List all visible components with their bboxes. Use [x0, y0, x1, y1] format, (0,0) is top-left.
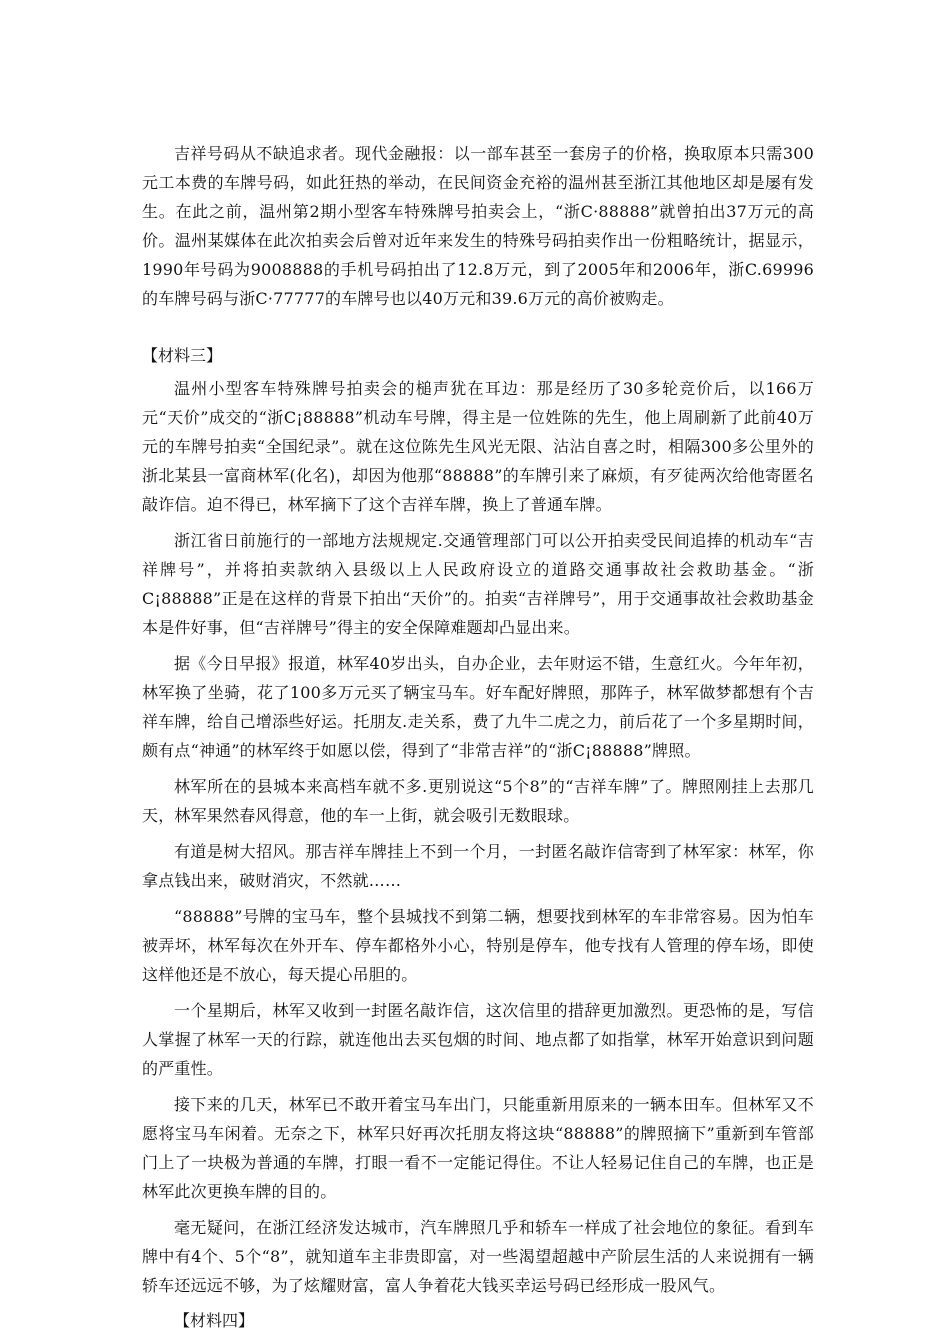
section-3-body [142, 374, 814, 1300]
section-3-paragraph: 毫无疑问，在浙江经济发达城市，汽车牌照几乎和轿车一样成了社会地位的象征。看到车牌中有4个、5个“8”，就知道车主非贵即富，对一些渴望超越中产阶层生活的人来说拥有一辆轿车还远远不够，为了炫耀财富，富人争着花大钱买幸运号码已经形成一股风气。 [142, 1218, 814, 1295]
intro-paragraph: 吉祥号码从不缺追求者。现代金融报：以一部车甚至一套房子的价格，换取原本只需300元工本费的车牌号码，如此狂热的举动，在民间资金充裕的温州甚至浙江其他地区却是屡有发生。在此之前，温州第2期小型客车特殊牌号拍卖会上，“浙C·88888”就曾拍出37万元的高价。温州某媒体在此次拍卖会后曾对近年来发生的特殊号码拍卖作出一份粗略统计，据显示，1990年号码为9008888的手机号码拍出了12.8万元，到了2005年和2006年，浙C.69996的车牌号码与浙C·77777的车牌号也以40万元和39.6万元的高价被购走。 [142, 144, 814, 308]
section-3-heading: 【材料三】 [142, 346, 223, 365]
section-3-paragraph: 接下来的几天，林军已不敢开着宝马车出门，只能重新用原来的一辆本田车。但林军又不愿将宝马车闲着。无奈之下，林军只好再次托朋友将这块“88888”的牌照摘下”重新到车管部门上了一块极为普通的车牌，打眼一看不一定能记得住。不让人轻易记住自己的车牌，也正是林军此次更换车牌的目的。 [142, 1095, 814, 1201]
section-3-paragraph: 一个星期后，林军又收到一封匿名敲诈信，这次信里的措辞更加激烈。更恐怖的是，写信人掌握了林军一天的行踪，就连他出去买包烟的时间、地点都了如指掌，林军开始意识到问题的严重性。 [142, 1001, 814, 1078]
section-3-paragraph: “88888”号牌的宝马车，整个县城找不到第二辆，想要找到林军的车非常容易。因为怕车被弄坏，林军每次在外开车、停车都格外小心，特别是停车，他专找有人管理的停车场，即使这样他还是不放心，每天提心吊胆的。 [142, 907, 814, 984]
section-3-paragraph: 浙江省日前施行的一部地方法规规定.交通管理部门可以公开拍卖受民间追捧的机动车“吉祥牌号”，并将拍卖款纳入县级以上人民政府设立的道路交通事故社会救助基金。“浙C¡88888”正是在这样的背景下拍出“天价”的。拍卖“吉祥牌号”，用于交通事故社会救助基金本是件好事，但“吉祥牌号”得主的安全保障难题却凸显出来。 [142, 531, 814, 637]
section-3-paragraph: 有道是树大招风。那吉祥车牌挂上不到一个月，一封匿名敲诈信寄到了林军家：林军，你拿点钱出来，破财消灾，不然就…… [142, 842, 814, 890]
section-4-heading: 【材料四】 [174, 1311, 255, 1330]
section-3-paragraph: 林军所在的县城本来高档车就不多.更别说这“5个8”的“吉祥车牌”了。牌照刚挂上去那几天，林军果然春风得意，他的车一上街，就会吸引无数眼球。 [142, 777, 814, 825]
section-3-paragraph: 据《今日早报》报道，林军40岁出头，自办企业，去年财运不错，生意红火。今年年初，林军换了坐骑，花了100多万元买了辆宝马车。好车配好牌照，那阵子，林军做梦都想有个吉祥车牌，给自己增添些好运。托朋友.走关系，费了九牛二虎之力，前后花了一个多星期时间，颇有点“神通”的林军终于如愿以偿，得到了“非常吉祥”的“浙C¡88888”牌照。 [142, 654, 814, 760]
document-body [142, 139, 814, 1339]
section-3-paragraph: 温州小型客车特殊牌号拍卖会的槌声犹在耳边：那是经历了30多轮竞价后，以166万元“天价”成交的“浙C¡88888”机动车号牌，得主是一位姓陈的先生，他上周刷新了此前40万元的车牌号拍卖“全国纪录”。就在这位陈先生风光无限、沾沾自喜之时，相隔300多公里外的浙北某县一富商林军(化名)，却因为他那“88888”的车牌引来了麻烦，有歹徒两次给他寄匿名敲诈信。迫不得已，林军摘下了这个吉祥车牌，换上了普通车牌。 [142, 379, 814, 514]
